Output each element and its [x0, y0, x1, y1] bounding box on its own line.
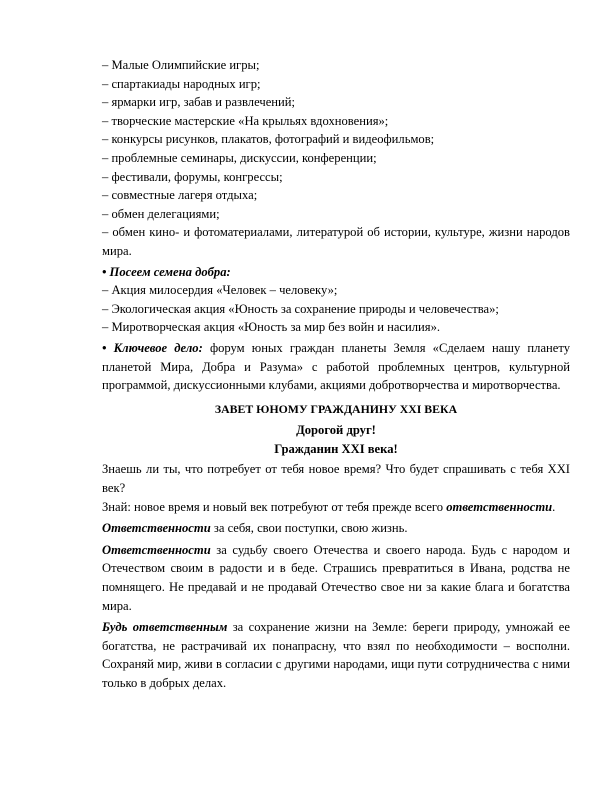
resp-self-emphasis: Ответственности: [102, 521, 211, 536]
greeting-line-2: Гражданин XXI века!: [274, 441, 398, 456]
list-item: – проблемные семинары, дискуссии, конференции;: [102, 150, 377, 165]
greeting-line-1: Дорогой друг!: [296, 423, 376, 438]
know-emphasis: ответственности: [446, 499, 553, 514]
key-case-text: форум юных граждан планеты Земля «Сделаем нашу планету планетой Мира, Добра и Разума» с работой проблемных центров, культурной программой, дискуссионными клубами, акциями добротворчества и миротворчества.: [102, 340, 570, 393]
seeds-item: – Миротворческая акция «Юность за мир без войн и насилия».: [102, 320, 441, 335]
resp-country-text: за судьбу своего Отечества и своего народа. Будь с народом и Отечеством своим в радости и в беде. Страшись превратиться в Ивана, родства не помнящего. Не предавай и не продавай Отечество свое ни за какие блага и богатства мира.: [102, 542, 570, 613]
testament-title: ЗАВЕТ ЮНОМУ ГРАЖДАНИНУ XXI ВЕКА: [214, 401, 458, 416]
key-case-label: • Ключевое дело:: [102, 340, 203, 355]
key-case-paragraph: [102, 339, 570, 395]
list-item: – конкурсы рисунков, плакатов, фотографий и видеофильмов;: [102, 132, 435, 147]
resp-country-paragraph: [102, 541, 570, 615]
list-item: – фестивали, форумы, конгрессы;: [102, 169, 283, 184]
seeds-item: – Экологическая акция «Юность за сохранение природы и человечества»;: [102, 301, 499, 316]
resp-self-text: за себя, свои поступки, свою жизнь.: [210, 521, 408, 536]
list-item: – творческие мастерские «На крыльях вдохновения»;: [102, 113, 389, 128]
be-responsible-paragraph: [102, 618, 570, 692]
know-paragraph: [102, 498, 570, 517]
list-item: – совместные лагеря отдыха;: [102, 188, 258, 203]
question-paragraph: Знаешь ли ты, что потребует от тебя новое время? Что будет спрашивать с тебя XXI век?: [102, 462, 570, 496]
list-item: – обмен делегациями;: [102, 206, 220, 221]
seeds-item: – Акция милосердия «Человек – человеку»;: [102, 283, 338, 298]
resp-self-paragraph: [102, 519, 570, 538]
list-item: – Малые Олимпийские игры;: [102, 58, 260, 72]
resp-country-emphasis: Ответственности: [102, 542, 211, 557]
list-item: – ярмарки игр, забав и развлечений;: [102, 95, 296, 110]
document-page: [102, 56, 570, 693]
know-text: Знай: новое время и новый век потребуют от тебя прежде всего: [102, 499, 447, 514]
list-item-exchange: – обмен кино- и фотоматериалами, литературой об истории, культуре, жизни народов мира.: [102, 225, 570, 258]
know-end: .: [552, 499, 556, 514]
seeds-heading: • Посеем семена добра:: [102, 264, 231, 279]
list-item: – спартакиады народных игр;: [102, 76, 261, 91]
be-responsible-emphasis: Будь ответственным: [102, 620, 228, 635]
be-responsible-text: за сохранение жизни на Земле: береги природу, умножай ее богатства, не растрачивай их понапрасну, что взял по необходимости – восполни. Сохраняй мир, живи в согласии с другими народами, ищи пути сотрудничества с ними только в добрых делах.: [102, 620, 570, 690]
